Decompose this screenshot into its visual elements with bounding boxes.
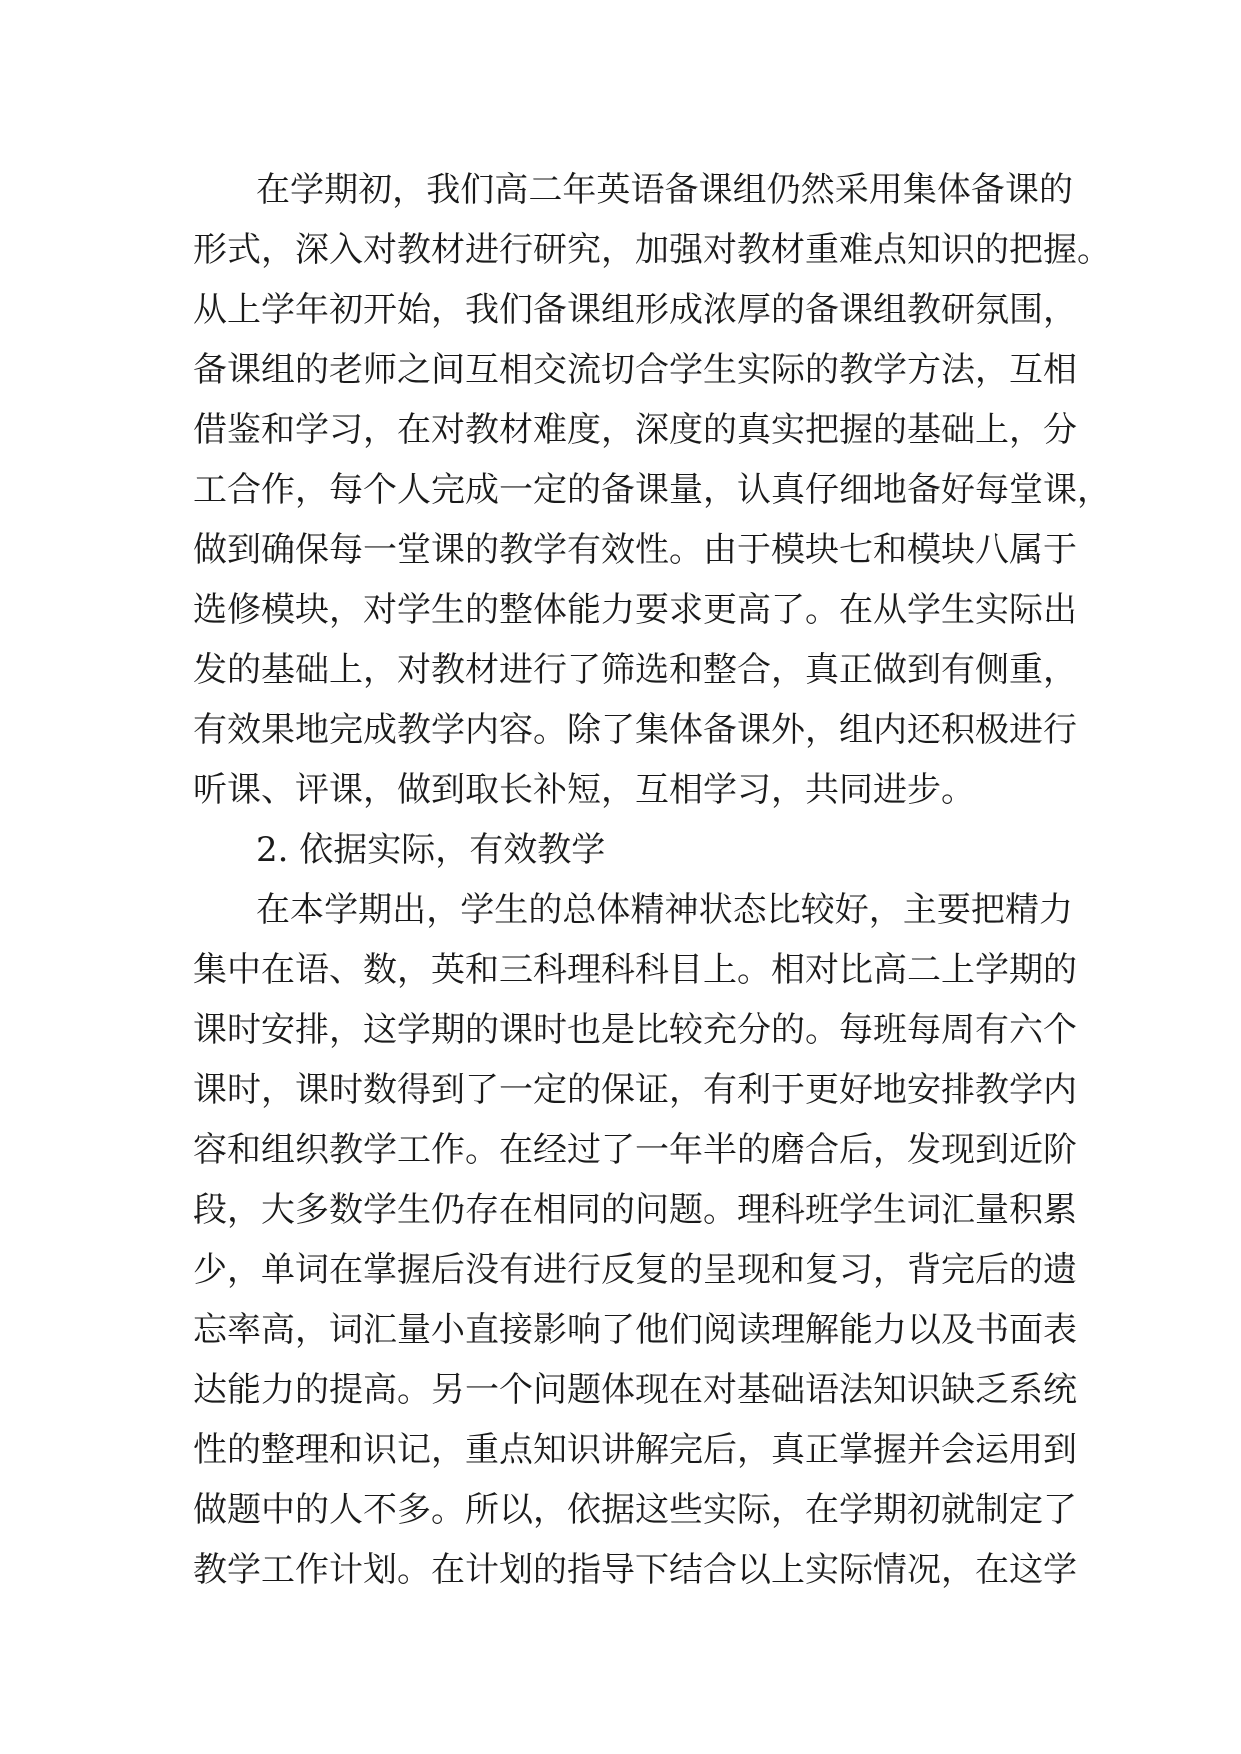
paragraph-line: 少，单词在掌握后没有进行反复的呈现和复习，背完后的遗 <box>193 1250 1077 1290</box>
paragraph-line: 性的整理和识记，重点知识讲解完后，真正掌握并会运用到 <box>193 1430 1077 1470</box>
paragraph-line: 在学期初，我们高二年英语备课组仍然采用集体备课的 <box>256 170 1073 210</box>
paragraph-1 <box>193 160 1111 820</box>
paragraph-line: 忘率高，词汇量小直接影响了他们阅读理解能力以及书面表 <box>193 1310 1077 1350</box>
section-heading: 2. 依据实际，有效教学 <box>256 830 606 870</box>
paragraph-line: 教学工作计划。在计划的指导下结合以上实际情况，在这学 <box>193 1550 1077 1590</box>
paragraph-line: 容和组织教学工作。在经过了一年半的磨合后，发现到近阶 <box>193 1130 1077 1170</box>
paragraph-line: 课时安排，这学期的课时也是比较充分的。每班每周有六个 <box>193 1010 1077 1050</box>
paragraph-line: 选修模块，对学生的整体能力要求更高了。在从学生实际出 <box>193 590 1077 630</box>
paragraph-line: 课时，课时数得到了一定的保证，有利于更好地安排教学内 <box>193 1070 1077 1110</box>
paragraph-line: 集中在语、数，英和三科理科科目上。相对比高二上学期的 <box>193 950 1077 990</box>
paragraph-line: 借鉴和学习，在对教材难度，深度的真实把握的基础上，分 <box>193 410 1077 450</box>
paragraph-line: 形式，深入对教材进行研究，加强对教材重难点知识的把握。 <box>193 230 1111 270</box>
paragraph-line: 在本学期出，学生的总体精神状态比较好，主要把精力 <box>256 890 1073 930</box>
paragraph-line: 发的基础上，对教材进行了筛选和整合，真正做到有侧重， <box>193 650 1077 690</box>
paragraph-line: 工合作，每个人完成一定的备课量，认真仔细地备好每堂课， <box>193 470 1111 510</box>
paragraph-line: 有效果地完成教学内容。除了集体备课外，组内还积极进行 <box>193 710 1077 750</box>
paragraph-line: 从上学年初开始，我们备课组形成浓厚的备课组教研氛围， <box>193 290 1077 330</box>
document-body <box>193 160 1111 1600</box>
paragraph-line: 达能力的提高。另一个问题体现在对基础语法知识缺乏系统 <box>193 1370 1077 1410</box>
paragraph-line: 做题中的人不多。所以，依据这些实际，在学期初就制定了 <box>193 1490 1077 1530</box>
paragraph-line: 做到确保每一堂课的教学有效性。由于模块七和模块八属于 <box>193 530 1077 570</box>
paragraph-line: 听课、评课，做到取长补短，互相学习，共同进步。 <box>193 770 975 810</box>
paragraph-line: 段，大多数学生仍存在相同的问题。理科班学生词汇量积累 <box>193 1190 1077 1230</box>
paragraph-line: 备课组的老师之间互相交流切合学生实际的教学方法，互相 <box>193 350 1077 390</box>
paragraph-2 <box>193 880 1077 1600</box>
